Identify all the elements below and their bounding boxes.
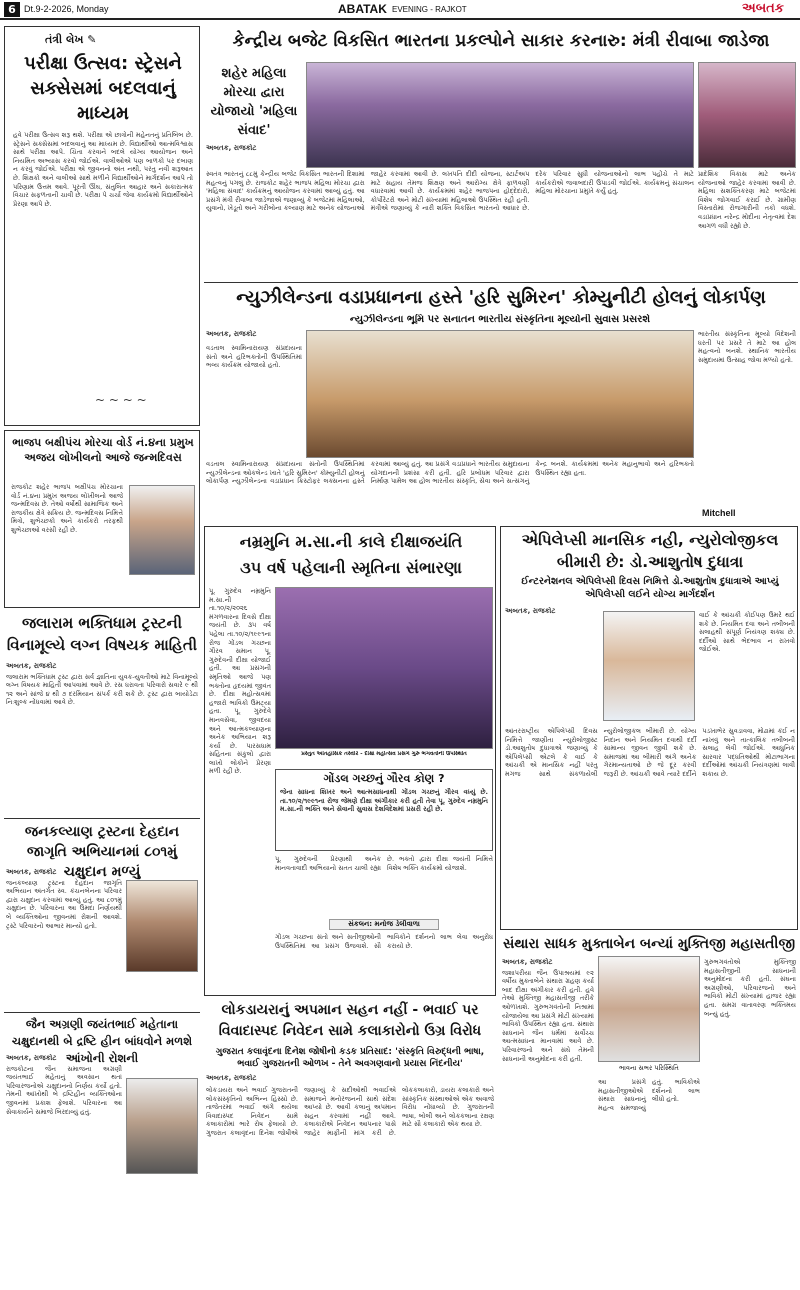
eye-donation-headline: જનકલ્યાણ ટ્રસ્ટના દેહદાન જાગૃતિ અભિયાનમાં ૮૦૧મું ચક્ષુદાન મળ્યું bbox=[24, 824, 180, 880]
lokdayro-headline: લોકડાયરાનું અપમાન સહન નહીં - ભવાઈ પર વિવાદાસ્પદ નિવેદન સામે કલાકારોનો ઉગ્ર વિરોધ bbox=[218, 1002, 482, 1039]
diksha-body-2: પૂ. ગુરુદેવની પ્રેરણાથી અનેક માનવતાવાદી અભિયાનો સતત ચાલી રહ્યા છે. ભક્તો દ્વારા દીક્ષા જયંતી નિમિત્તે વિશેષ ભક્તિ કાર્યક્રમો યોજાશે. bbox=[275, 855, 493, 872]
eye-donation-body: જનકલ્યાણ ટ્રસ્ટના દેહદાન જાગૃતિ અભિયાન અંતર્ગત સ્વ. કંચનબેનના પરિવાર દ્વારા ચક્ષુદાન કરવામાં આવ્યું હતું. આ ૮૦૧મું ચક્ષુદાન છે. પરિવારના આ ઉમદા નિર્ણયથી બે વ્યક્તિઓના જીવનમાં રોશની આવશે. ટ્રસ્ટે પરિવારનો આભાર માન્યો હતો. bbox=[6, 878, 122, 930]
diksha-box-title: ગોંડલ ગચ્છનું ગૌરવ કોણ ? bbox=[323, 772, 445, 785]
nz-body: વડતાલ સ્વામિનારાયણ સંપ્રદાયના સંતોની ઉપસ્થિતિમાં ન્યુઝીલેન્ડના ઓકલેન્ડ ખાતે 'હરિ સુમિરન' કોમ્યુનીટી હોલનું લોકાર્પણ ન્યુઝીલેન્ડના વડાપ્રધાન ક્રિસ્ટોફર લક્સનના હસ્તે કરવામાં આવ્યું હતું. આ પ્રસંગે વડાપ્રધાને ભારતીય સમુદાયના યોગદાનની પ્રશંસા કરી હતી. હરિ પ્રબોધમ પરિવાર દ્વારા નિર્માણ પામેલ આ હોલ ભારતીય સંસ્કૃતિ, સેવા અને સત્સંગનું કેન્દ્ર બનશે. કાર્યક્રમમાં અનેક મહાનુભાવો અને હરિભક્તો ઉપસ્થિત રહ્યા હતા. bbox=[206, 460, 694, 486]
eye-donation-body-block: અબતક, રાજકોટ જનકલ્યાણ ટ્રસ્ટના દેહદાન જાગૃતિ અભિયાન અંતર્ગત સ્વ. કંચનબેનના પરિવાર દ્વારા ચક્ષુદાન કરવામાં આવ્યું હતું. આ ૮૦૧મું ચક્ષુદાન છે. પરિવારના આ ઉમદા નિર્ણયથી બે વ્યક્તિઓના જીવનમાં રોશની આવશે. ટ્રસ્ટે પરિવારનો આભાર માન્યો હતો. bbox=[6, 868, 122, 930]
editorial-label: તંત્રી લેખ ✎ bbox=[45, 33, 97, 46]
nz-signoff: Mitchell bbox=[702, 508, 736, 518]
jain-headline: જૈન અગ્રણી જયંતભાઈ મહેતાના ચક્ષુદાનથી બે દ્રષ્ટિ હીન બાંધવોને મળશે આંખોની રોશની bbox=[11, 1017, 193, 1065]
diksha-info-box bbox=[275, 769, 493, 851]
diksha-byline: સંકલન: મનોજ ડેલીવાળા bbox=[329, 919, 439, 930]
editorial-body: હવે પરીક્ષા ઉત્સવ શરૂ થશે. પરીક્ષા એ છાત્રોની મહેનતનું પ્રતિબિંબ છે. સ્ટ્રેસને સક્સેસમાં બદલવાનું આ માધ્યમ છે. વિદ્યાર્થીઓ આત્મવિશ્વાસ સાથે પરીક્ષા આપે. ચિંતા કરવાને બદલે યોગ્ય આયોજન અને નિયમિત અભ્યાસ કરવો જોઈએ. વાલીઓએ પણ બાળકો પર દબાણ ન કરવું જોઈએ. પરીક્ષા એ જીવનનો અંત નથી, પરંતુ નવી શરૂઆત છે. શિક્ષકો અને વાલીઓ સાથે મળીને વિદ્યાર્થીઓને માર્ગદર્શન આપે તો પરિણામ ઉત્તમ આવે. પૂરતી ઊંઘ, સંતુલિત આહાર અને સકારાત્મક વિચાર સફળતાની ચાવી છે. પરીક્ષા પે ચર્ચા જેવા કાર્યક્રમો વિદ્યાર્થીઓને પ્રેરણા આપે છે. bbox=[13, 131, 193, 208]
eye-donation-photo bbox=[126, 880, 198, 972]
diksha-headline-1: નમ્રમુનિ મ.સા.ની કાલે દીક્ષાજયંતિ bbox=[239, 532, 463, 551]
epilepsy-left: અબતક, રાજકોટ bbox=[505, 607, 556, 615]
santhara-photo bbox=[598, 956, 700, 1062]
paper-name: ABATAK bbox=[338, 2, 387, 16]
epilepsy-body: આંતરરાષ્ટ્રીય એપિલેપ્સી દિવસ નિમિત્તે જાણીતા ન્યુરોલોજીસ્ટ ડો.આશુતોષ દુધાત્રાએ જણાવ્યું કે એપિલેપ્સી એટલે કે વાઈ કે આંચકી એ માનસિક નહીં પરંતુ મગજ સાથે સંકળાયેલી ન્યુરોલોજીકલ બીમારી છે. યોગ્ય નિદાન અને નિયમિત દવાથી દર્દી સામાન્ય જીવન જીવી શકે છે. સમાજમાં આ બીમારી અંગે અનેક ગેરમાન્યતાઓ છે જે દૂર કરવી જરૂરી છે. આંચકી આવે ત્યારે દર્દીને પડખાભેર સુવડાવવા, મોઢામાં કંઈ ન નાખવું અને તાત્કાલિક તબીબની સલાહ લેવી જોઈએ. આધુનિક સારવાર પદ્ધતિઓથી મોટાભાગના દર્દીઓમાં આંચકી નિયંત્રણમાં લાવી શકાય છે. bbox=[505, 727, 795, 778]
nz-photo-caption: ન્યુઝીલેન્ડના ભૂમિ પર સનાતન ભારતીય સંસ્કૃતિના મૂલ્યોની સુવાસ પ્રસરશે bbox=[349, 314, 651, 325]
page-number: 6 bbox=[4, 2, 20, 17]
santhara-right: ગુરુભગવંતોએ મુક્તિજી મહાસતીજીની સાધનાની અનુમોદના કરી હતી. સંઘના અગ્રણીઓ, પરિવારજનો અને ભાવિકો મોટી સંખ્યામાં હાજર રહ્યા હતા. સમગ્ર વાતાવરણ ભક્તિમય બન્યું હતું. bbox=[704, 958, 796, 1018]
santhara-left: અબતક, રાજકોટ જશાપરીયા જૈન ઉપાશ્રયમાં ૯૨ વર્ષીય મુક્તાબેને સંથારા ગ્રહણ કર્યા બાદ દીક્ષા અંગીકાર કરી હતી. હવે તેઓ મુક્તિજી મહાસતીજી તરીકે ઓળખાશે. ગુરુભગવંતોની નિશ્રામાં યોજાયેલા આ પ્રસંગે મોટી સંખ્યામાં ભાવિકો ઉપસ્થિત રહ્યા હતા. સંથારા સાધનાને જૈન ધર્મમાં સર્વોચ્ચ આત્મસાધના માનવામાં આવે છે. પરિવારજનો અને સંઘે તેમની સાધનાની અનુમોદના કરી હતી. bbox=[502, 958, 594, 1063]
editorial-headline: પરીક્ષા ઉત્સવ: સ્ટ્રેસને સક્સેસમાં બદલવાનું માધ્યમ bbox=[24, 53, 182, 124]
diksha-body-3: ગોંડલ ગચ્છના સંતો અને સતીજીઓની ઉપસ્થિતિમાં આ પ્રસંગ ઉજવાશે. સૌ ભાવિકોને દર્શનનો લાભ લેવા અનુરોધ કરાયો છે. bbox=[275, 933, 493, 950]
diksha-body: પૂ. ગુરુદેવ નમ્રમુનિ મ.સા.ની તા.૧૦/૨/૨૦૨૬ મંગળવારના દિવસે દીક્ષા જયંતી છે. ૩૫ વર્ષ પહેલા તા.૧૦/૨/૧૯૯૧ના રોજ ગોંડલ ગચ્છના ગૌરવ સમાન પૂ. ગુરુદેવની દીક્ષા યોજાઈ હતી. આ પ્રસંગની સ્મૃતિઓ આજે પણ ભક્તોના હૃદયમાં જીવંત છે. દીક્ષા મહોત્સવમાં હજારો ભાવિકો ઉમટ્યા હતા. પૂ. ગુરુદેવે માનવસેવા, જીવદયા અને આત્મકલ્યાણના અનેક અભિયાન શરૂ કર્યા છે. પારસધામ સહિતના સંકુલો દ્વારા લાખો લોકોને પ્રેરણા મળી રહી છે. bbox=[209, 587, 271, 776]
edition: EVENING - RAJKOT bbox=[392, 5, 467, 14]
jain-body: રાજકોટના જૈન સમાજના અગ્રણી જયંતભાઈ મહેતાનું અવસાન થતાં પરિવારજનોએ ચક્ષુદાનનો નિર્ણય કર્યો હતો. તેમની આંખોથી બે દ્રષ્ટિહીન વ્યક્તિઓના જીવનમાં પ્રકાશ ફેલાશે. પરિવારના આ સેવાકાર્યને સમાજે બિરદાવ્યું હતું. bbox=[6, 1064, 122, 1116]
main-headline: કેન્દ્રીય બજેટ વિકસિત ભારતના પ્રકલ્પોને સાકાર કરનારુ: મંત્રી રીવાબા જાડેજા bbox=[232, 31, 770, 51]
jalaram-body-block: અબતક, રાજકોટ જલારામ ભક્તિધામ ટ્રસ્ટ દ્વારા સર્વ જ્ઞાતિના યુવક-યુવતીઓ માટે વિનામૂલ્યે લગ્ન વિષયક માહિતી આપવામાં આવે છે. રસ ધરાવતા પરિવારો સવારે ૯ થી ૧૨ અને સાંજે ૪ થી ૭ દરમિયાન સંપર્ક કરી શકે છે. ટ્રસ્ટ દ્વારા બાયોડેટા નિઃશુલ્ક નોંધવામાં આવે છે. bbox=[6, 662, 198, 707]
jain-photo bbox=[126, 1078, 198, 1174]
editorial-box bbox=[4, 26, 200, 426]
diksha-headline-2: ૩૫ વર્ષ પહેલાની સ્મૃતિના સંભારણા bbox=[240, 558, 462, 577]
jain-body-block: અબતક, રાજકોટ રાજકોટના જૈન સમાજના અગ્રણી જયંતભાઈ મહેતાનું અવસાન થતાં પરિવારજનોએ ચક્ષુદાનનો નિર્ણય કર્યો હતો. તેમની આંખોથી બે દ્રષ્ટિહીન વ્યક્તિઓના જીવનમાં પ્રકાશ ફેલાશે. પરિવારના આ સેવાકાર્યને સમાજે બિરદાવ્યું હતું. bbox=[6, 1054, 122, 1116]
diksha-photo-caption: પ્રસ્તુત ઐતિહાસિક તસ્વીર - દીક્ષા મહોત્સવ પ્રસંગે ગુરુ ભગવંતોની ઉપસ્થિતિ bbox=[301, 751, 467, 757]
epilepsy-box bbox=[500, 526, 798, 930]
birthday-headline: ભાજપ બક્ષીપંચ મોરચા વોર્ડ નં.૪ના પ્રમુખ અજય લોખીલનો આજે જન્મદિવસ bbox=[12, 436, 194, 464]
jalaram-body: જલારામ ભક્તિધામ ટ્રસ્ટ દ્વારા સર્વ જ્ઞાતિના યુવક-યુવતીઓ માટે વિનામૂલ્યે લગ્ન વિષયક માહિતી આપવામાં આવે છે. રસ ધરાવતા પરિવારો સવારે ૯ થી ૧૨ અને સાંજે ૪ થી ૭ દરમિયાન સંપર્ક કરી શકે છે. ટ્રસ્ટ દ્વારા બાયોડેટા નિઃશુલ્ક નોંધવામાં આવે છે. bbox=[6, 672, 198, 707]
main-body: સ્વતંત્ર ભારતનું ૮૮મું કેન્દ્રીય બજેટ વિકસિત ભારતની દિશામાં મહત્વનું પગલું છે. રાજકોટ શહેર ભાજપ મહિલા મોરચા દ્વારા 'મહિલા સંવાદ' કાર્યક્રમનું આયોજન કરવામાં આવ્યું હતું. આ પ્રસંગે મંત્રી રીવાબા જાડેજાએ જણાવ્યું કે બજેટમાં મહિલાઓ, યુવાનો, ખેડૂતો અને ગરીબોના કલ્યાણ માટે અનેક યોજનાઓ જાહેર કરવામાં આવી છે. લખપતિ દીદી યોજના, સ્ટાર્ટઅપ માટે સહાય તેમજ શિક્ષણ અને આરોગ્ય ક્ષેત્રે ફાળવણી વધારવામાં આવી છે. કાર્યક્રમમાં શહેર ભાજપના હોદ્દેદારો, કોર્પોરેટરો અને મોટી સંખ્યામાં મહિલાઓ ઉપસ્થિત રહી હતી. મંત્રીએ જણાવ્યું કે નારી શક્તિ વિકસિત ભારતનો આધાર છે. દરેક પરિવાર સુધી યોજનાઓનો લાભ પહોંચે તે માટે કાર્યકરોએ જવાબદારી ઉપાડવી જોઈએ. કાર્યક્રમનું સંચાલન મહિલા મોરચાના પ્રમુખે કર્યું હતું. bbox=[206, 170, 694, 213]
pen-icon: ✎ bbox=[87, 33, 97, 46]
nz-body-left: વડતાલ સ્વામિનારાયણ સંપ્રદાયના સંતો અને હરિભક્તોની ઉપસ્થિતિમાં ભવ્ય કાર્યક્રમ યોજાયો હતો. bbox=[206, 344, 302, 370]
epilepsy-photo bbox=[603, 611, 695, 721]
editor-signature: ~ ~ ~ ~ bbox=[95, 393, 147, 407]
diksha-box-body: જેના સાધના શિખર અને આત્મસાધનાથી ગોંડલ ગચ્છનું ગૌરવ વધ્યું છે. તા.૧૦/૨/૧૯૯૧ના રોજ જેમણે દીક્ષા અંગીકાર કરી હતી તેવા પૂ. ગુરુદેવ નમ્રમુનિ મ.સા.ની ભક્તિ અને સેવાની સુવાસ દેશવિદેશમાં પ્રસરી રહી છે. bbox=[280, 788, 488, 814]
jalaram-headline: જલારામ ભક્તિધામ ટ્રસ્ટની વિનામૂલ્યે લગ્ન વિષયક માહિતી bbox=[6, 614, 198, 654]
nz-right-body: ભારતીય સંસ્કૃતિના મૂલ્યો વિદેશની ધરતી પર પ્રસરે તે માટે આ હોલ મહત્વનો બનશે. સ્થાનિક ભારતીય સમુદાયમાં ઉત્સાહ જોવા મળ્યો હતો. bbox=[698, 330, 796, 364]
santhara-body: જશાપરીયા જૈન ઉપાશ્રયમાં ૯૨ વર્ષીય મુક્તાબેને સંથારા ગ્રહણ કર્યા બાદ દીક્ષા અંગીકાર કરી હતી. હવે તેઓ મુક્તિજી મહાસતીજી તરીકે ઓળખાશે. ગુરુભગવંતોની નિશ્રામાં યોજાયેલા આ પ્રસંગે મોટી સંખ્યામાં ભાવિકો ઉપસ્થિત રહ્યા હતા. સંથારા સાધનાને જૈન ધર્મમાં સર્વોચ્ચ આત્મસાધના માનવામાં આવે છે. પરિવારજનો અને સંઘે તેમની સાધનાની અનુમોદના કરી હતી. bbox=[502, 968, 594, 1063]
diksha-box bbox=[204, 526, 496, 996]
birthday-box bbox=[4, 430, 200, 608]
lokdayro-subhead: ગુજરાત કલાવૃંદના દિનેશ જોષીનો કડક પ્રતિસાદ: 'સંસ્કૃતિ વિરુદ્ધની ભાષા, ભવાઈ ગુજરાતની ઓળખ - તેને અવગણવાનો પ્રયાસ નિંદનીય' bbox=[215, 1047, 485, 1069]
main-subhead: શહેર મહિલા મોરચા દ્વારા યોજાયો 'મહિલા સંવાદ' bbox=[210, 66, 298, 138]
right-column-body: પ્રાદેશિક વિકાસ માટે અનેક યોજનાઓ જાહેર કરવામાં આવી છે. મહિલા સશક્તિકરણ માટે બજેટમાં વિશેષ જોગવાઈ કરાઈ છે. ગ્રામીણ વિસ્તારોમાં રોજગારીની તકો વધશે. વડાપ્રધાન નરેન્દ્ર મોદીના નેતૃત્વમાં દેશ આગળ વધી રહ્યો છે. bbox=[698, 170, 796, 230]
lokdayro-dateline-block: અબતક, રાજકોટ bbox=[206, 1074, 257, 1082]
santhara-headline: સંથારા સાધક મુક્તાબેન બન્યાં મુક્તિજી મહાસતીજી bbox=[502, 936, 796, 952]
diksha-photo bbox=[275, 587, 493, 749]
epilepsy-headline: એપિલેપ્સી માનસિક નહી, ન્યુરોલોજીકલ બીમારી છે: ડો.આશુતોષ દુધાત્રા bbox=[521, 531, 779, 571]
main-dateline: અબતક, રાજકોટ bbox=[206, 144, 257, 152]
nz-photo bbox=[306, 330, 694, 458]
masthead bbox=[0, 0, 800, 20]
epilepsy-subhead: ઈન્ટરનેશનલ એપિલેપ્સી દિવસ નિમિત્તે ડો.આશુતોષ દુધાત્રાએ આપ્યું એપિલેપ્સી લઈને યોગ્ય માર્ગદર્શન bbox=[521, 576, 779, 600]
nz-dateline-block: અબતક, રાજકોટ bbox=[206, 330, 257, 338]
santhara-bottom: આ પ્રસંગે મહાસતીજીઓએ સંથારા સાધનાનું મહત્વ સમજાવ્યું હતું. ભાવિકોએ દર્શનનો લાભ લીધો હતો. bbox=[598, 1078, 700, 1112]
main-photo bbox=[306, 62, 694, 168]
nz-headline: ન્યુઝીલેન્ડના વડાપ્રધાનના હસ્તે 'હરિ સુમિરન' કોમ્યુનીટી હોલનું લોકાર્પણ bbox=[236, 287, 766, 308]
right-photo bbox=[698, 62, 796, 168]
santhara-photo-caption: ભાવના સભર પરિસ્થિતિ bbox=[619, 1064, 679, 1072]
birthday-photo bbox=[129, 485, 195, 575]
birthday-body: રાજકોટ શહેર ભાજપ બક્ષીપંચ મોરચાના વોર્ડ નં.૪ના પ્રમુખ અજય લોખીલનો આજે જન્મદિવસ છે. તેઓ વર્ષોથી સામાજિક અને રાજકીય ક્ષેત્રે સક્રિય છે. જન્મદિવસ નિમિત્તે મિત્રો, શુભેચ્છકો અને કાર્યકરો તરફથી શુભેચ્છાઓ વરસી રહી છે. bbox=[11, 483, 123, 534]
issue-date: Dt.9-2-2026, Monday bbox=[24, 4, 109, 14]
lokdayro-body: લોકડાયરા અને ભવાઈ ગુજરાતની લોકસંસ્કૃતિનો અભિન્ન હિસ્સો છે. તાજેતરમાં ભવાઈ અંગે થયેલા વિવાદાસ્પદ નિવેદન સામે કલાકારોમાં ભારે રોષ ફેલાયો છે. ગુજરાત કલાવૃંદના દિનેશ જોષીએ જણાવ્યું કે સદીઓથી ભવાઈએ સમાજને મનોરંજનની સાથે સંદેશ આપ્યો છે. આવી કલાનું અપમાન સહન કરવામાં નહીં આવે. કલાકારોએ નિવેદન આપનાર પાસે જાહેર માફીની માંગ કરી છે. લોકકલાકારો, ડાયરા કલાકારો અને સાંસ્કૃતિક સંસ્થાઓએ એક અવાજે વિરોધ નોંધાવ્યો છે. ગુજરાતની ભાષા, બોલી અને લોકકલાના રક્ષણ માટે સૌ કલાકારો એક થયા છે. bbox=[206, 1086, 494, 1137]
paper-logo: અબતક bbox=[742, 1, 784, 16]
epilepsy-right: વાઈ કે આંચકી કોઈપણ ઉંમરે થઈ શકે છે. નિયમિત દવા અને તબીબની સલાહથી સંપૂર્ણ નિયંત્રણ શક્ય છે. દર્દીઓ સાથે ભેદભાવ ન રાખવો જોઈએ. bbox=[699, 611, 795, 654]
